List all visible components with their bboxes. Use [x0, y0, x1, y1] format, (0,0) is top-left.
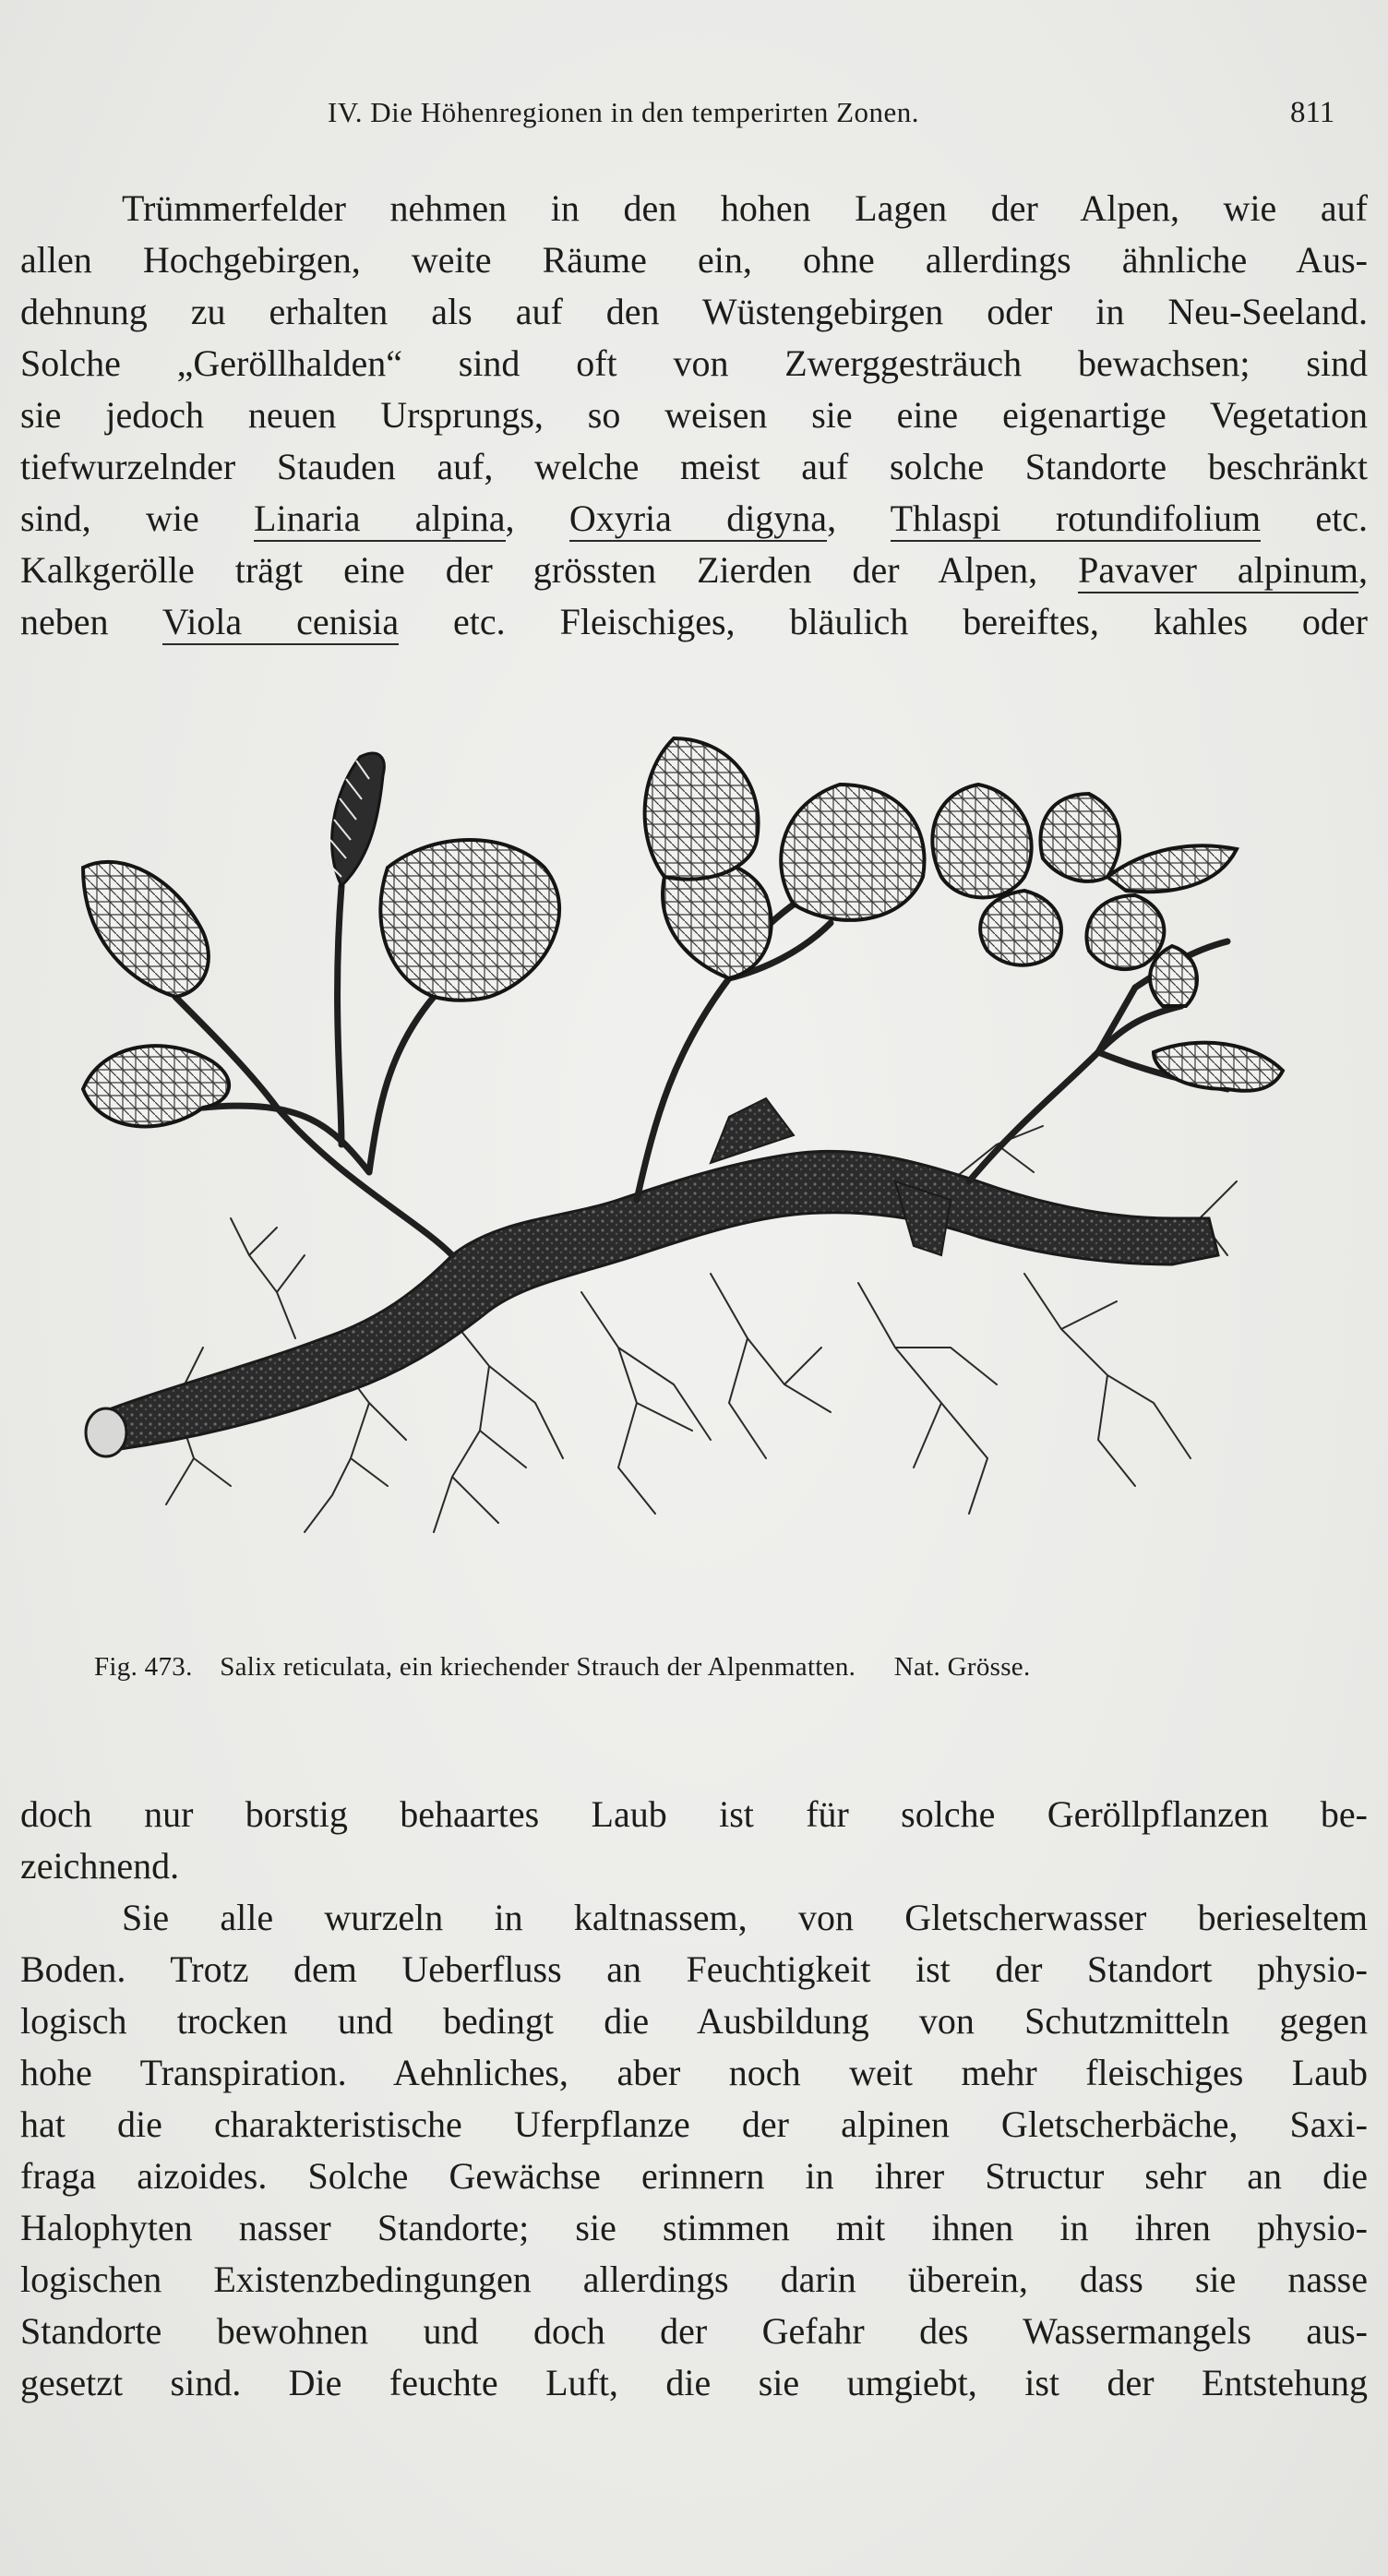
figure-salix-reticulata — [65, 701, 1329, 1615]
text-run: etc. — [1261, 497, 1368, 539]
leaf — [1154, 1043, 1283, 1091]
text-line: doch nur borstig behaartes Laub ist für solche Geröllpflanzen be- — [20, 1793, 1368, 1835]
text-line: logischen Existenzbedingungen allerdings darin überein, dass sie nasse — [20, 2258, 1368, 2300]
text-line — [20, 545, 1368, 596]
text-run: , — [505, 497, 569, 539]
leaf — [1107, 845, 1237, 892]
text-line: hohe Transpiration. Aehnliches, aber noch weit mehr fleischiges Laub — [20, 2052, 1368, 2093]
text-run: Kalkgerölle trägt eine der grössten Zierden der Alpen, — [20, 549, 1079, 591]
text-line: logisch trocken und bedingt die Ausbildung von Schutzmitteln gegen — [20, 2000, 1368, 2042]
text-run: , — [827, 497, 891, 539]
figure-caption — [94, 1652, 1031, 1683]
plant-illustration — [65, 701, 1329, 1615]
leaves — [83, 738, 1283, 1126]
figure-scale: Nat. Grösse. — [893, 1652, 1031, 1682]
text-line: hat die charakteristische Uferpflanze der alpinen Gletscherbäche, Saxi- — [20, 2103, 1368, 2145]
text-run: etc. Fleischiges, bläulich bereiftes, kahles oder — [399, 601, 1368, 642]
text-line: tiefwurzelnder Stauden auf, welche meist auf solche Standorte beschränkt — [20, 446, 1368, 487]
species-pavaver-alpinum: Pavaver alpinum — [1078, 549, 1358, 593]
leaf — [781, 785, 924, 920]
species-viola-cenisia: Viola cenisia — [162, 601, 399, 645]
text-run: neben — [20, 601, 162, 642]
text-line: allen Hochgebirgen, weite Räume ein, ohne allerdings ähnliche Aus- — [20, 239, 1368, 281]
text-run: sind, wie — [20, 497, 255, 539]
text-line: zeichnend. — [20, 1845, 180, 1887]
species-thlaspi-rotundifolium: Thlaspi rotundifolium — [891, 497, 1261, 542]
leaf — [980, 891, 1061, 965]
text-run: , — [1358, 549, 1368, 591]
text-line: dehnung zu erhalten als auf den Wüstengebirgen oder in Neu-Seeland. — [20, 291, 1368, 332]
leaf — [380, 840, 559, 1000]
top-paragraph — [20, 183, 1368, 648]
leaf — [932, 785, 1031, 898]
text-line: Trümmerfelder nehmen in den hohen Lagen der Alpen, wie auf — [122, 187, 1368, 229]
catkin — [328, 753, 384, 886]
leaf — [83, 862, 209, 997]
text-line: Solche „Geröllhalden“ sind oft von Zwerggesträuch bewachsen; sind — [20, 342, 1368, 384]
text-line: Sie alle wurzeln in kaltnassem, von Gletscherwasser berieseltem — [122, 1897, 1368, 1938]
figure-caption-text: Salix reticulata, ein kriechender Strauch der Alpenmatten. — [220, 1652, 856, 1682]
running-head — [0, 96, 1388, 142]
leaf — [1086, 895, 1164, 969]
species-oxyria-digyna: Oxyria digyna — [569, 497, 827, 542]
species-linaria-alpina: Linaria alpina — [254, 497, 506, 542]
text-line — [20, 596, 1368, 648]
figure-number: Fig. 473. — [94, 1652, 193, 1682]
running-title: IV. Die Höhenregionen in den temperirten Zonen. — [328, 96, 920, 128]
leaf — [83, 1046, 229, 1126]
text-line: Standorte bewohnen und doch der Gefahr des Wassermangels aus- — [20, 2310, 1368, 2352]
text-line: Boden. Trotz dem Ueberfluss an Feuchtigkeit ist der Standort physio- — [20, 1948, 1368, 1990]
text-line — [20, 493, 1368, 545]
page-number: 811 — [1290, 96, 1335, 129]
leaf — [1040, 794, 1119, 881]
text-line: Halophyten nasser Standorte; sie stimmen mit ihnen in ihren physio- — [20, 2207, 1368, 2248]
text-line: fraga aizoides. Solche Gewächse erinnern in ihrer Structur sehr an die — [20, 2155, 1368, 2197]
text-line: sie jedoch neuen Ursprungs, so weisen sie eine eigenartige Vegetation — [20, 394, 1368, 436]
woody-stem — [86, 1098, 1218, 1456]
bottom-paragraphs — [20, 1789, 1368, 2409]
text-line: gesetzt sind. Die feuchte Luft, die sie umgiebt, ist der Entstehung — [20, 2362, 1368, 2403]
leaf — [645, 738, 759, 880]
